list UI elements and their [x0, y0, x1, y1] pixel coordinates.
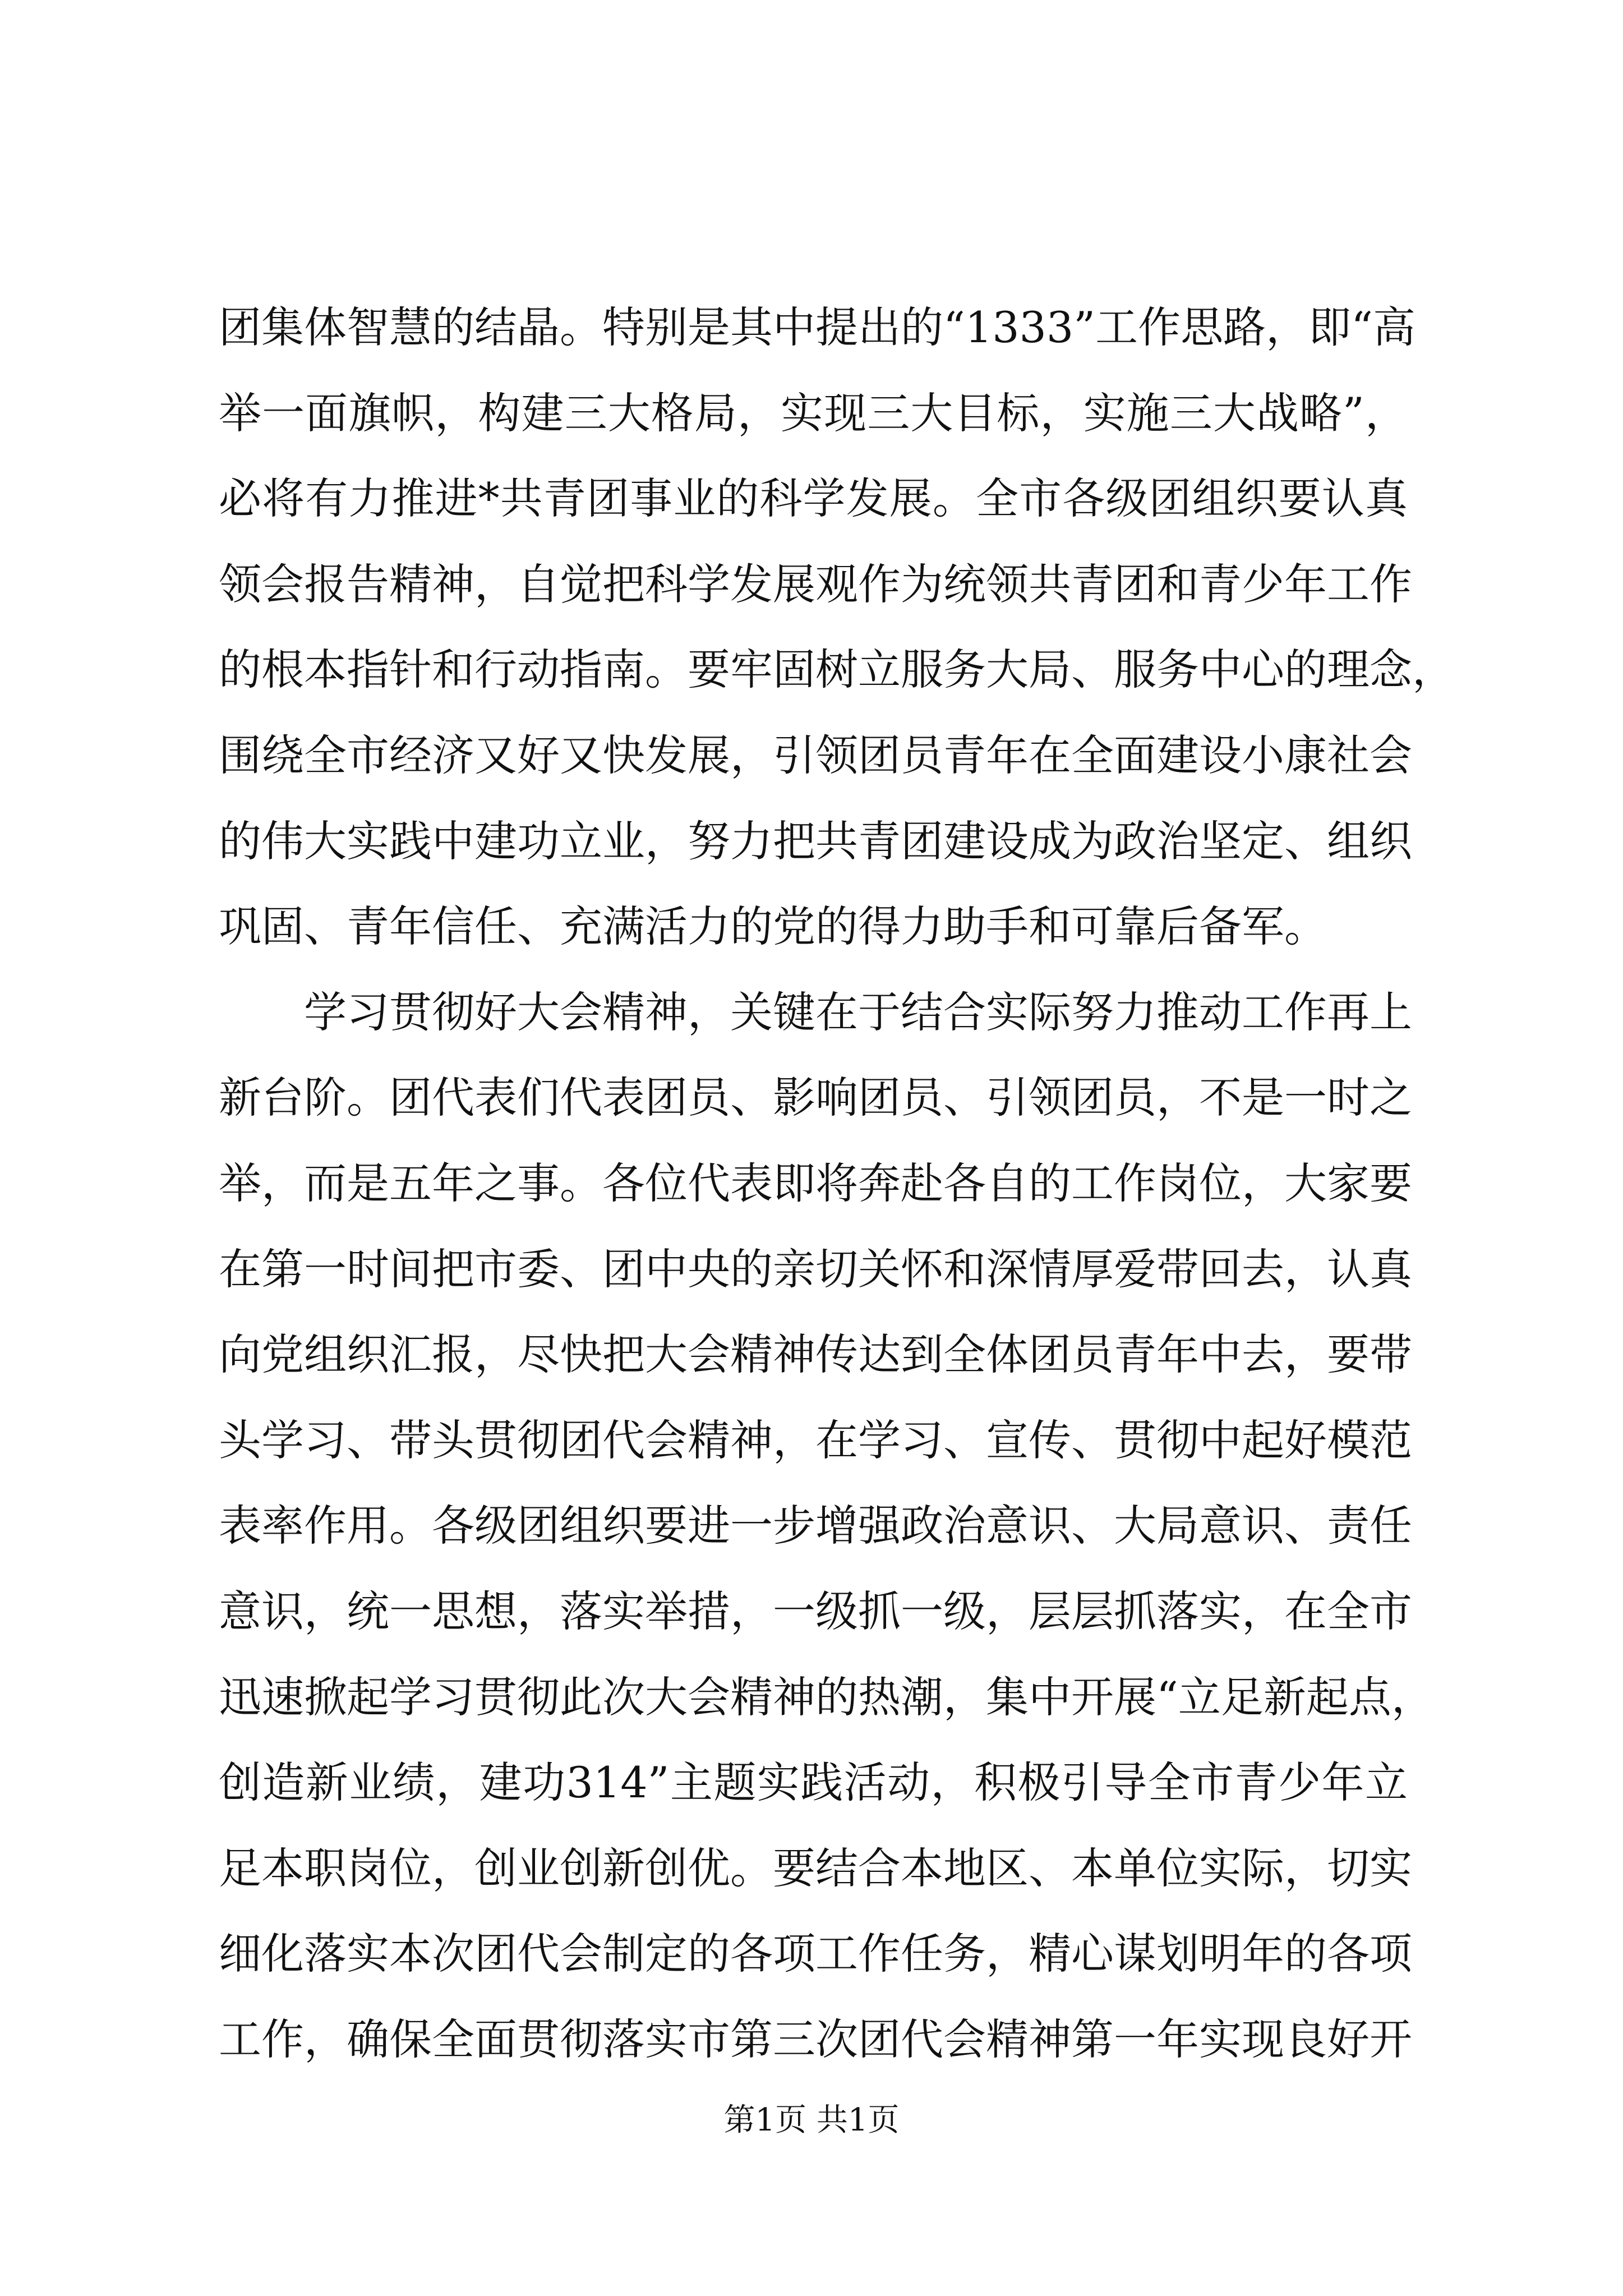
text-line: 巩固、青年信任、充满活力的党的得力助手和可靠后备军。 [219, 901, 1327, 952]
text-line: 的根本指针和行动指南。要牢固树立服务大局、服务中心的理念， [219, 645, 1455, 695]
text-line: 细化落实本次团代会制定的各项工作任务，精心谋划明年的各项 [219, 1929, 1412, 1979]
text-line: 领会报告精神，自觉把科学发展观作为统领共青团和青少年工作 [219, 559, 1412, 609]
text-line: 团集体智慧的结晶。特别是其中提出的“1333”工作思路，即“高 [219, 302, 1415, 352]
text-line: 足本职岗位，创业创新创优。要结合本地区、本单位实际，切实 [219, 1843, 1412, 1893]
text-line: 围绕全市经济又好又快发展，引领团员青年在全面建设小康社会 [219, 730, 1412, 780]
text-line: 创造新业绩，建功314”主题实践活动，积极引导全市青少年立 [219, 1757, 1408, 1808]
text-line: 向党组织汇报，尽快把大会精神传达到全体团员青年中去，要带 [219, 1329, 1412, 1380]
text-line: 举，而是五年之事。各位代表即将奔赴各自的工作岗位，大家要 [219, 1158, 1412, 1208]
text-line: 新台阶。团代表们代表团员、影响团员、引领团员，不是一时之 [219, 1073, 1412, 1123]
page-number-footer: 第1页 共1页 [723, 2102, 900, 2138]
text-line: 必将有力推进*共青团事业的科学发展。全市各级团组织要认真 [219, 473, 1408, 524]
text-line: 头学习、带头贯彻团代会精神，在学习、宣传、贯彻中起好模范 [219, 1415, 1412, 1465]
text-line: 意识，统一思想，落实举措，一级抓一级，层层抓落实，在全市 [219, 1586, 1412, 1636]
document-body [219, 285, 1455, 2082]
text-line: 在第一时间把市委、团中央的亲切关怀和深情厚爱带回去，认真 [219, 1244, 1412, 1294]
text-line: 举一面旗帜，构建三大格局，实现三大目标，实施三大战略”， [219, 388, 1408, 438]
text-line: 迅速掀起学习贯彻此次大会精神的热潮，集中开展“立足新起点， [219, 1672, 1434, 1722]
text-line: 表率作用。各级团组织要进一步增强政治意识、大局意识、责任 [219, 1501, 1412, 1551]
text-line: 的伟大实践中建功立业，努力把共青团建设成为政治坚定、组织 [219, 816, 1412, 866]
text-line-indented: 学习贯彻好大会精神，关键在于结合实际努力推动工作再上 [304, 987, 1412, 1037]
text-line: 工作，确保全面贯彻落实市第三次团代会精神第一年实现良好开 [219, 2014, 1412, 2064]
